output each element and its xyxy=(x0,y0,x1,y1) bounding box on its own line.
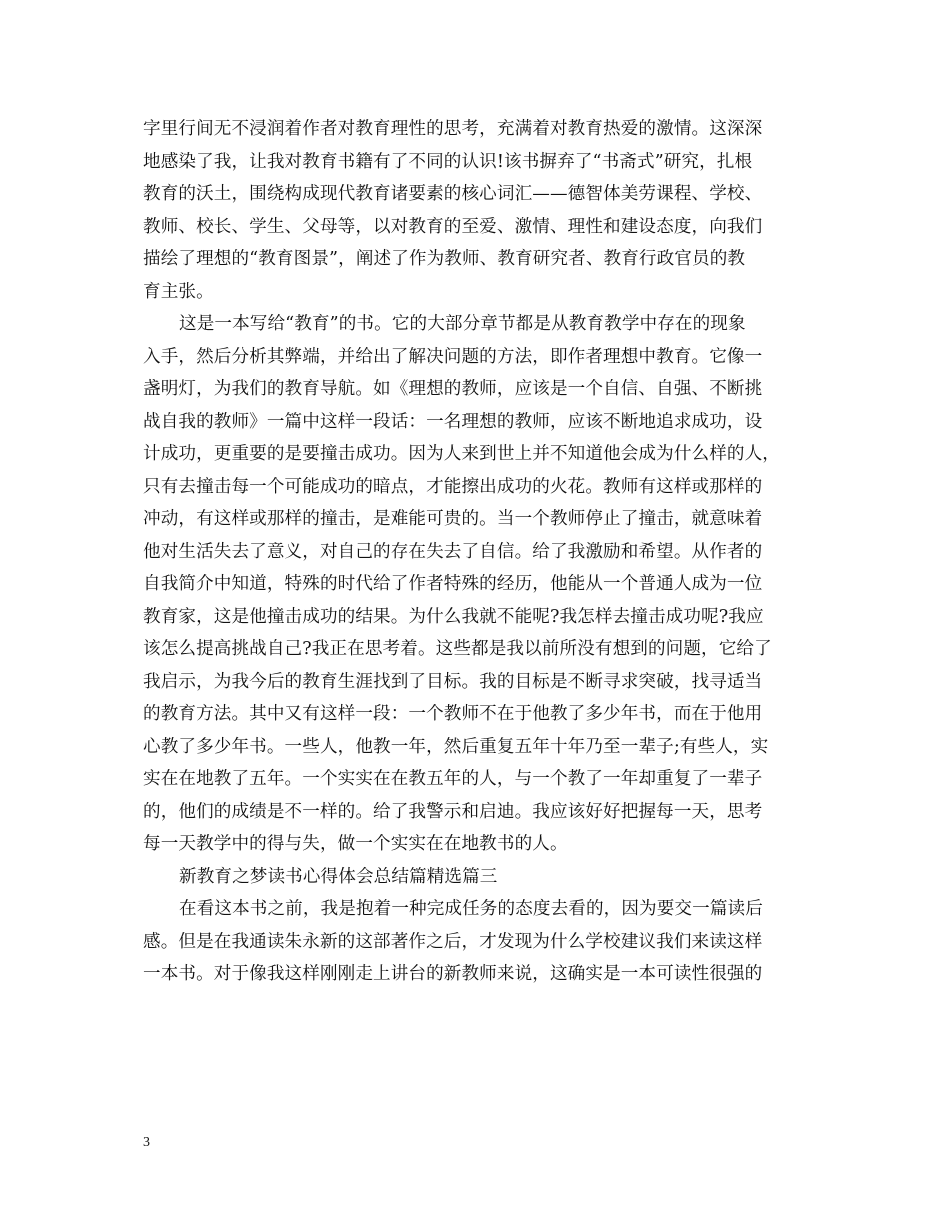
text-line: 描绘了理想的“教育图景”，阐述了作为教师、教育研究者、教育行政官员的教 xyxy=(143,249,746,269)
text-line: 该怎么提高挑战自己?我正在思考着。这些都是我以前所没有想到的问题，它给了 xyxy=(143,639,772,659)
text-line: 的，他们的成绩是不一样的。给了我警示和启迪。我应该好好把握每一天，思考 xyxy=(143,801,763,822)
text-line: 育主张。 xyxy=(143,281,214,302)
section-heading: 新教育之梦读书心得体会总结篇精选篇三 xyxy=(179,866,498,887)
text-line: 盏明灯，为我们的教育导航。如《理想的教师，应该是一个自信、自强、不断挑 xyxy=(143,379,763,399)
text-line: 一本书。对于像我这样刚刚走上讲台的新教师来说，这确实是一本可读性很强的 xyxy=(143,964,763,984)
text-line: 入手，然后分析其弊端，并给出了解决问题的方法，即作者理想中教育。它像一 xyxy=(143,346,763,367)
text-line: 的教育方法。其中又有这样一段：一个教师不在于他教了多少年书，而在于他用 xyxy=(143,704,763,724)
text-line: 战自我的教师》一篇中这样一段话：一名理想的教师，应该不断地追求成功，设 xyxy=(143,411,763,432)
text-line: 字里行间无不浸润着作者对教育理性的思考，充满着对教育热爱的激情。这深深 xyxy=(143,119,763,139)
text-line: 冲动，有这样或那样的撞击，是难能可贵的。当一个教师停止了撞击，就意味着 xyxy=(143,509,763,529)
text-line: 感。但是在我通读朱永新的这部著作之后，才发现为什么学校建议我们来读这样 xyxy=(143,931,763,952)
text-line: 心教了多少年书。一些人，他教一年，然后重复五年十年乃至一辈子;有些人，实 xyxy=(143,736,769,757)
text-line: 我启示，为我今后的教育生涯找到了目标。我的目标是不断寻求突破，找寻适当 xyxy=(143,671,763,692)
text-line: 教育的沃土，围绕构成现代教育诸要素的核心词汇——德智体美劳课程、学校、 xyxy=(143,184,763,204)
paragraph-start-line: 在看这本书之前，我是抱着一种完成任务的态度去看的，因为要交一篇读后 xyxy=(179,899,763,919)
text-line: 计成功，更重要的是要撞击成功。因为人来到世上并不知道他会成为什么样的人， xyxy=(143,444,780,464)
document-body xyxy=(143,113,813,991)
text-line: 他对生活失去了意义，对自己的存在失去了自信。给了我激励和希望。从作者的 xyxy=(143,541,763,562)
text-line: 每一天教学中的得与失，做一个实实在在地教书的人。 xyxy=(143,834,568,854)
text-line: 地感染了我，让我对教育书籍有了不同的认识!该书摒弃了“书斋式”研究，扎根 xyxy=(143,151,753,172)
text-line: 只有去撞击每一个可能成功的暗点，才能擦出成功的火花。教师有这样或那样的 xyxy=(143,476,763,497)
text-line: 自我简介中知道，特殊的时代给了作者特殊的经历，他能从一个普通人成为一位 xyxy=(143,574,763,594)
text-line: 教师、校长、学生、父母等，以对教育的至爱、激情、理性和建设态度，向我们 xyxy=(143,216,763,237)
page-number: 3 xyxy=(143,1135,150,1150)
text-line: 实在在地教了五年。一个实实在在教五年的人，与一个教了一年却重复了一辈子 xyxy=(143,769,763,789)
text-line: 教育家，这是他撞击成功的结果。为什么我就不能呢?我怎样去撞击成功呢?我应 xyxy=(143,606,764,627)
paragraph-start-line: 这是一本写给“教育”的书。它的大部分章节都是从教育教学中存在的现象 xyxy=(179,314,746,334)
